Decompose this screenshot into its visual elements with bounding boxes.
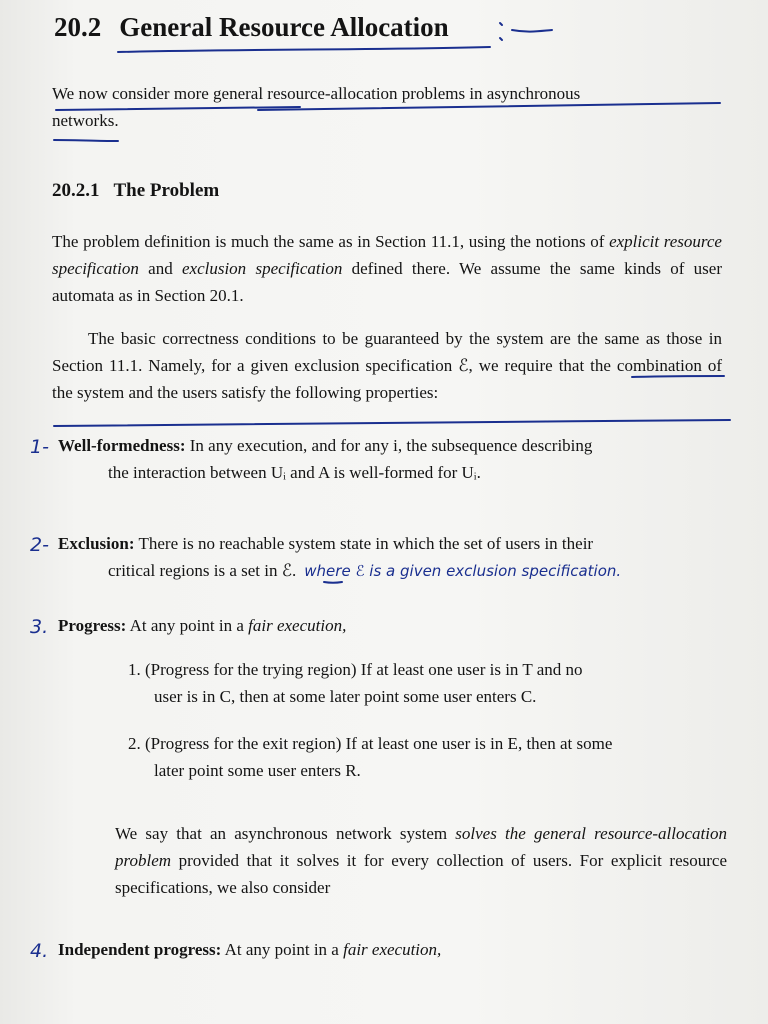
para2-line-3: that the combination of the system and the users satisfy the following properties:	[52, 356, 723, 403]
intro-paragraph	[52, 80, 722, 134]
title-dash-mark	[512, 30, 552, 32]
para2-underline-2	[54, 420, 730, 426]
property-text: In any execution, and for any i, the subsequence describing	[185, 436, 593, 455]
title-dot-mark	[500, 23, 502, 40]
section-heading	[54, 12, 449, 43]
property-progress	[30, 612, 730, 639]
para3-text-2: provided that it solves it for every collection of users. For explicit resource specifications, we also consider	[115, 851, 727, 898]
correctness-paragraph	[52, 325, 722, 407]
subsection-title: The Problem	[113, 180, 220, 201]
para3-text-1: We say that an asynchronous network system	[115, 824, 456, 843]
subsection-heading	[52, 180, 219, 202]
property-text: At any point in a	[221, 940, 344, 959]
property-exclusion	[30, 530, 730, 584]
para2-line-1: The basic correctness conditions to be guaranteed by the system are the same	[88, 329, 640, 348]
subitem-line-1: 1. (Progress for the trying region) If at least one user is in T and no	[128, 660, 583, 679]
progress-subitem-trying	[128, 656, 728, 710]
subitem-line-2: user is in C, then at some later point some user enters C.	[154, 687, 537, 707]
section-number: 20.2	[54, 12, 102, 42]
problem-definition-paragraph	[52, 228, 722, 310]
property-text: At any point in a	[126, 616, 249, 635]
property-well-formedness	[30, 432, 730, 486]
title-underline	[118, 47, 490, 52]
para1-text-1: The problem definition is much the same as in Section 11.1, using the notions of	[52, 232, 610, 251]
intro-line-2: networks.	[52, 111, 119, 131]
handwritten-note: where ℰ is a given exclusion specification.	[304, 562, 622, 581]
property-text: There is no reachable system state in which the set of users in their	[134, 534, 594, 553]
progress-subitem-exit	[128, 730, 728, 784]
property-continuation: critical regions is a set in ℰ.	[108, 561, 297, 581]
subitem-line-2: later point some user enters R.	[154, 761, 361, 781]
property-label: Independent progress:	[58, 940, 222, 959]
para1-text-2: and	[138, 259, 182, 279]
intro-line-1: We now consider more general resource-allocation problems in asynchronous	[52, 84, 581, 103]
property-label: Exclusion:	[58, 534, 135, 553]
property-independent-progress	[30, 936, 730, 963]
handwritten-number: 3.	[30, 616, 49, 638]
handwritten-number: 2-	[30, 534, 49, 556]
para1-emphasis-2: exclusion specification	[181, 259, 343, 279]
para3-emphasis: solves the general resource-allocation problem	[115, 824, 727, 871]
solves-paragraph	[115, 820, 727, 902]
property-emphasis: fair execution,	[248, 616, 347, 635]
property-label: Well-formedness:	[58, 436, 186, 455]
section-title: General Resource Allocation	[119, 12, 449, 42]
intro-underline-3	[54, 140, 118, 141]
para2-line-2: as those in Section 11.1. Namely, for a given exclusion specification ℰ, we require	[52, 329, 722, 376]
property-emphasis: fair execution,	[343, 940, 442, 959]
subsection-number: 20.2.1	[52, 180, 100, 201]
para1-emphasis-1: explicit resource specification	[52, 232, 722, 279]
property-label: Progress:	[58, 616, 127, 635]
subitem-line-1: 2. (Progress for the exit region) If at least one user is in E, then at some	[128, 734, 613, 753]
property-continuation: the interaction between Uᵢ and A is well-formed for Uᵢ.	[108, 463, 481, 483]
para1-text-3: defined there. We assume the same kinds of user automata as in Section 20.1.	[52, 259, 722, 306]
handwritten-number: 4.	[30, 940, 49, 962]
handwritten-number: 1-	[30, 436, 49, 458]
